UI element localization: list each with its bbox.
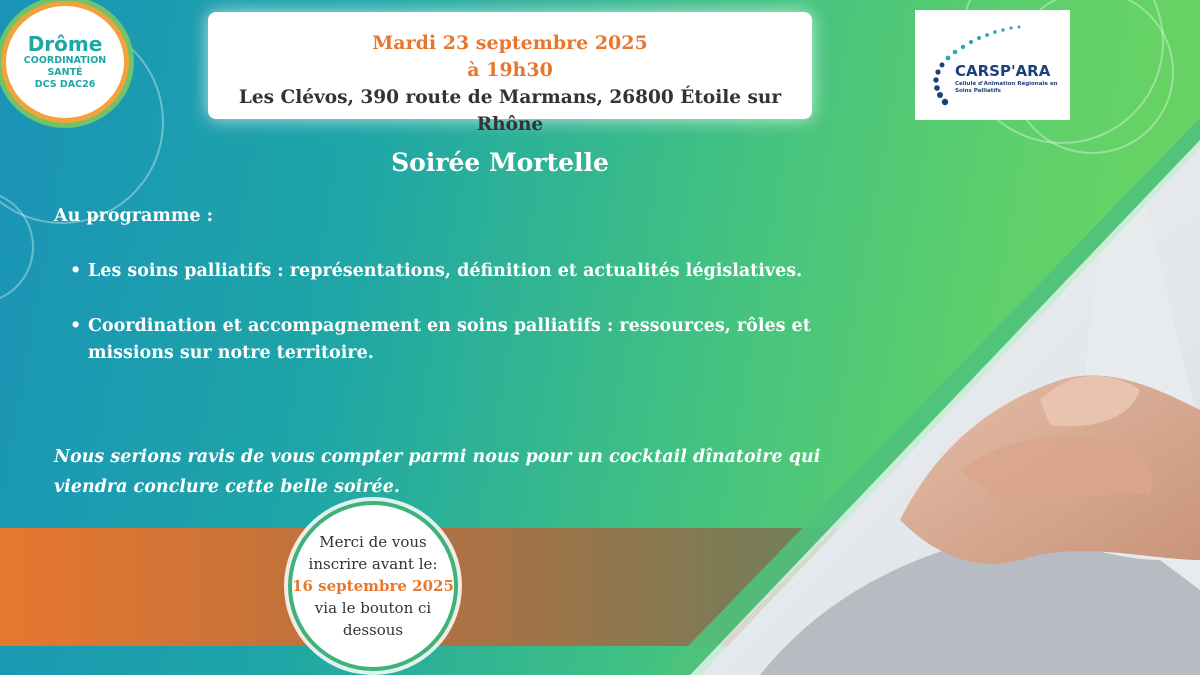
- drome-logo: [6, 6, 124, 118]
- event-time: à 19h30: [467, 59, 553, 81]
- program-list: [70, 258, 870, 367]
- deadline-line: dessous: [342, 621, 404, 639]
- program-heading: Au programme :: [54, 206, 214, 226]
- deadline-line: Merci de vous: [319, 533, 427, 551]
- carspara-brand: CARSP'ARA: [955, 62, 1051, 80]
- deadline-line: via le bouton ci: [314, 599, 432, 617]
- page-title: Soirée Mortelle: [391, 148, 609, 177]
- invitation-text: Nous serions ravis de vous compter parmi nous pour un cocktail dînatoire qui viendra conclure cette belle soirée.: [54, 447, 821, 497]
- logo-title: Drôme: [27, 32, 103, 56]
- registration-deadline-badge: [292, 505, 454, 667]
- event-address: Les Clévos, 390 route de Marmans, 26800 Étoile sur Rhône: [238, 87, 782, 135]
- program-item: • Les soins palliatifs : représentations, définition et actualités législatives.: [70, 258, 870, 285]
- carspara-logo: [915, 10, 1070, 120]
- program-item: • Coordination et accompagnement en soins palliatifs : ressources, rôles et missions sur notre territoire.: [70, 313, 870, 367]
- logo-code: DCS DAC26: [34, 79, 96, 90]
- logo-subtitle: COORDINATION SANTÉ: [23, 55, 107, 78]
- deadline-line: inscrire avant le:: [308, 555, 438, 573]
- carspara-tagline: Cellule d'Animation Régionale en Soins Palliatifs: [955, 81, 1058, 94]
- event-date: Mardi 23 septembre 2025: [372, 32, 648, 54]
- event-info-card: [208, 12, 812, 135]
- deadline-date: 16 septembre 2025: [292, 577, 454, 595]
